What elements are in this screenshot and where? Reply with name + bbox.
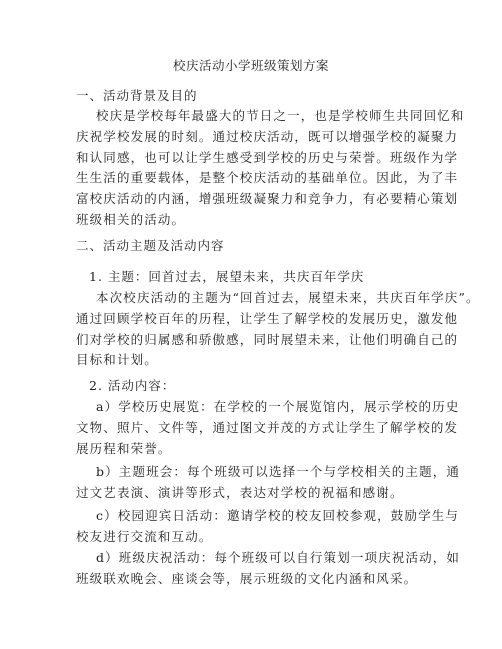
paragraph-line: d）班级庆祝活动：每个班级可以自行策划一项庆祝活动，如 bbox=[96, 550, 461, 565]
paragraph-line: b）主题班会：每个班级可以选择一个与学校相关的主题，通 bbox=[96, 464, 461, 479]
paragraph-line: 庆祝学校发展的时刻。通过校庆活动，既可以增强学校的凝聚力 bbox=[76, 128, 459, 144]
paragraph-line: 们对学校的归属感和骄傲感，同时展望未来，让他们明确自己的 bbox=[76, 331, 459, 347]
paragraph-line: 本次校庆活动的主题为“回首过去，展望未来，共庆百年学庆”。 bbox=[96, 290, 480, 305]
paragraph-line: 和认同感，也可以让学生感受到学校的历史与荣誉。班级作为学 bbox=[76, 149, 459, 165]
paragraph-line: c）校园迎宾日活动：邀请学校的校友回校参观，鼓励学生与 bbox=[96, 508, 460, 523]
paragraph-line: 通过回顾学校百年的历程，让学生了解学校的发展历史，激发他 bbox=[76, 310, 459, 326]
paragraph-line: 目标和计划。 bbox=[76, 352, 158, 368]
document-title: 校庆活动小学班级策划方案 bbox=[172, 58, 329, 73]
paragraph-line: 文物、照片、文件等，通过图文并茂的方式让学生了解学校的发 bbox=[76, 419, 459, 435]
paragraph-line: 班级相关的活动。 bbox=[76, 211, 186, 227]
paragraph-line: 过文艺表演、演讲等形式，表达对学校的祝福和感谢。 bbox=[76, 484, 404, 500]
item-content-label: 2. 活动内容： bbox=[89, 378, 176, 393]
section-heading-background: 一、活动背景及目的 bbox=[76, 88, 198, 103]
paragraph-background bbox=[76, 106, 465, 231]
paragraph-line: 校庆是学校每年最盛大的节日之一，也是学校师生共同回忆和 bbox=[96, 108, 465, 123]
section-heading-theme: 二、活动主题及活动内容 bbox=[76, 238, 225, 253]
paragraph-line: 校友进行交流和互动。 bbox=[76, 528, 213, 544]
paragraph-line: 生生活的重要载体，是整个校庆活动的基础单位。因此，为了丰 bbox=[76, 170, 459, 186]
paragraph-line: 班级联欢晚会、座谈会等，展示班级的文化内涵和风采。 bbox=[76, 570, 418, 586]
paragraph-theme bbox=[76, 288, 480, 371]
item-theme-label: 1. 主题：回首过去，展望未来，共庆百年学庆 bbox=[89, 269, 365, 284]
paragraph-line: 展历程和荣誉。 bbox=[76, 440, 172, 456]
paragraph-line: a）学校历史展览：在学校的一个展览馆内，展示学校的历史 bbox=[96, 399, 460, 414]
paragraph-item-a bbox=[76, 397, 460, 459]
paragraph-item-c bbox=[76, 506, 460, 548]
paragraph-line: 富校庆活动的内涵，增强班级凝聚力和竞争力，有必要精心策划 bbox=[76, 191, 459, 207]
paragraph-item-d bbox=[76, 548, 461, 590]
paragraph-item-b bbox=[76, 462, 461, 504]
